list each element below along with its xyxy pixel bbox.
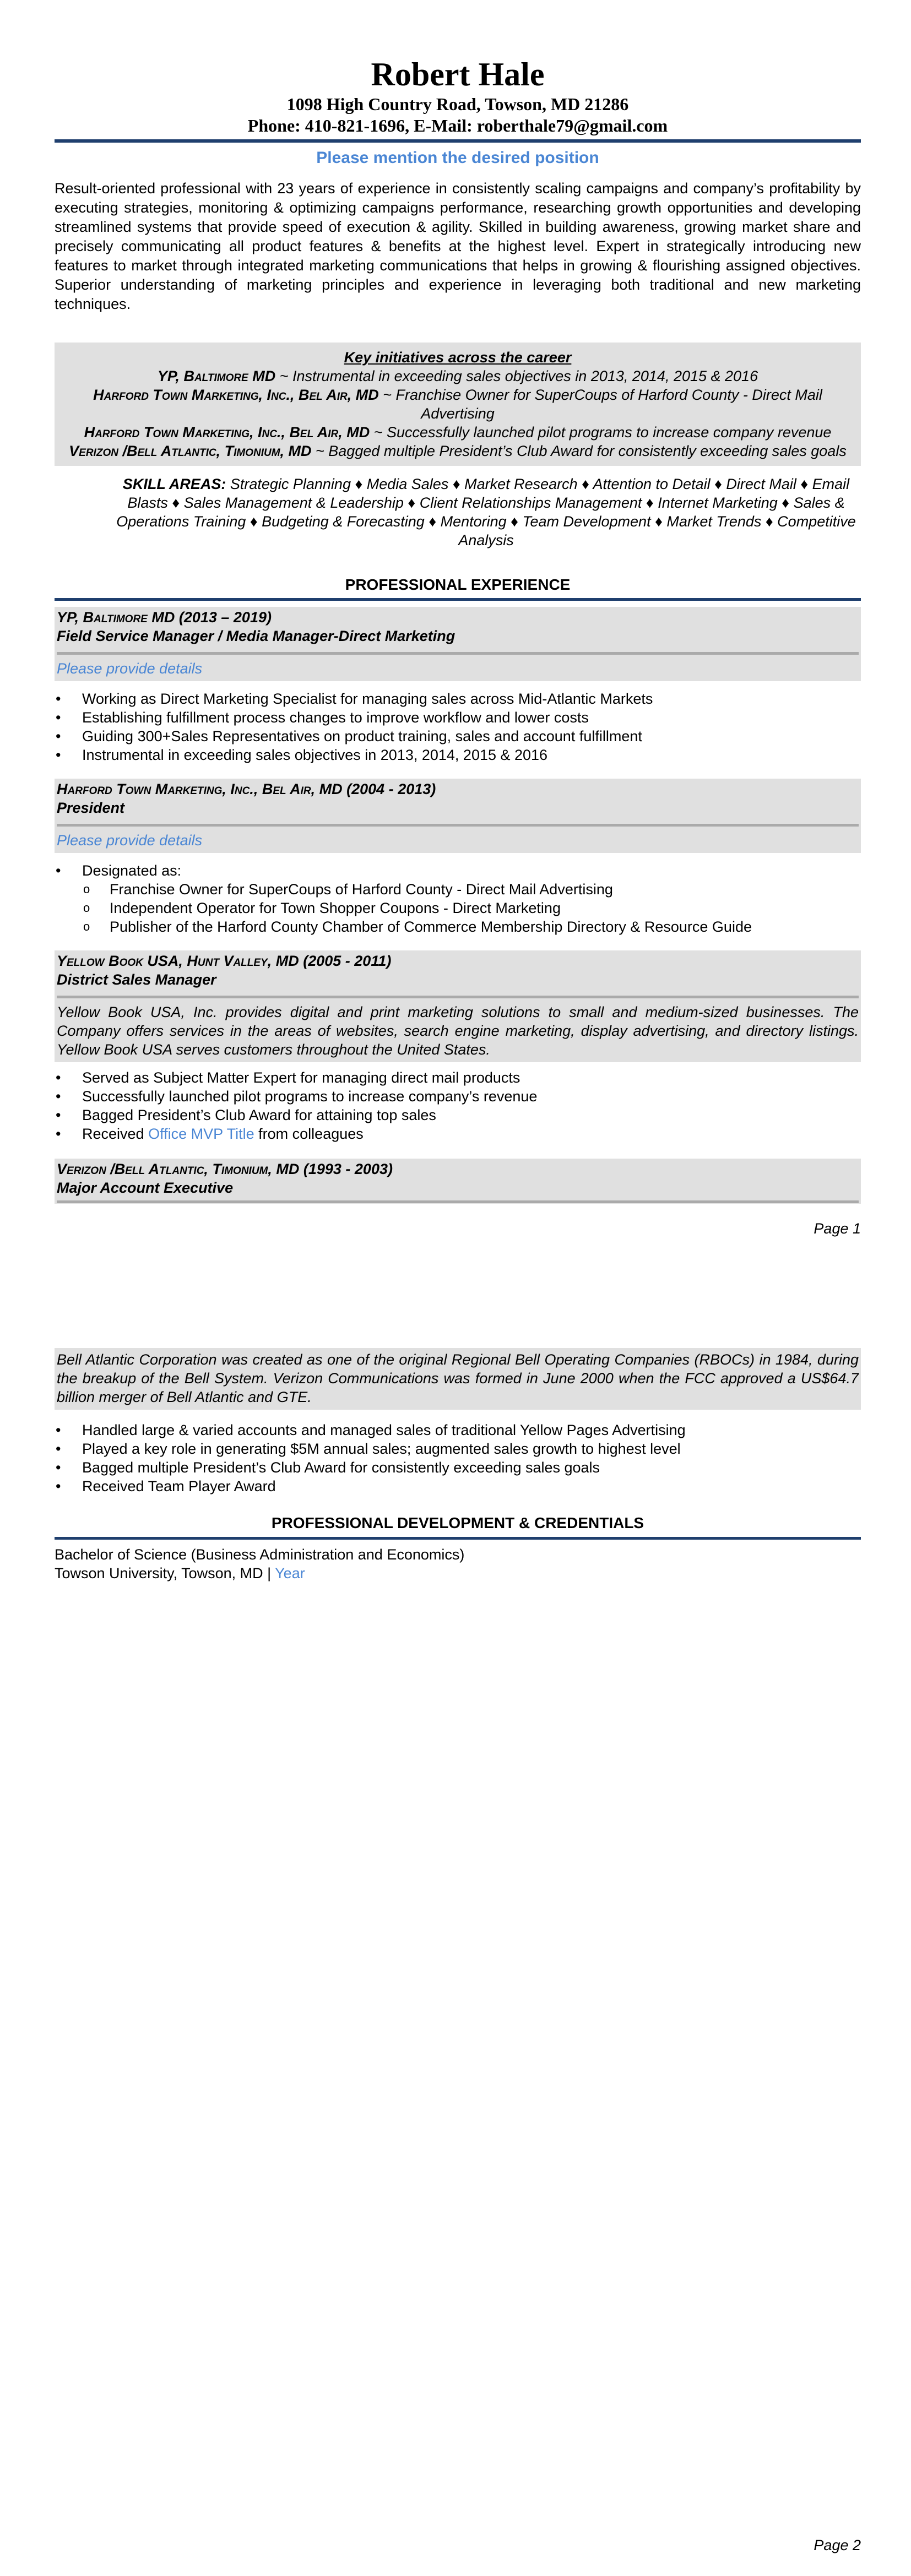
school: Towson University, Towson, MD | Year: [55, 1565, 305, 1582]
job-description: Yellow Book USA, Inc. provides digital and print marketing solutions to small and medium-sized businesses. The Company offers services in the areas of websites, search engine marketing, display advertising, and directory listings. Yellow Book USA serves customers throughout the United States.: [57, 1004, 859, 1058]
list-item: • Bagged President’s Club Award for attaining top sales: [55, 1106, 861, 1124]
year-placeholder[interactable]: Year: [275, 1565, 305, 1582]
initiative-item: Harford Town Marketing, Inc., Bel Air, MD ~ Franchise Owner for SuperCoups of Harford County - Direct Mail Advertising: [93, 387, 822, 422]
page-number: Page 2: [814, 2537, 861, 2553]
skill-areas: SKILL AREAS: Strategic Planning ♦ Media Sales ♦ Market Research ♦ Attention to Detail ♦ Direct Mail ♦ Email Blasts ♦ Sales Management & Leadership ♦ Client Relationships Management ♦ Internet Marketing ♦ Sales & Operations Training ♦ Budgeting & Forecasting ♦ Mentoring ♦ Team Development ♦ Market Trends ♦ Competitive Analysis: [116, 476, 856, 548]
list-item: • Guiding 300+Sales Representatives on product training, sales and account fulfillment: [55, 727, 861, 746]
skill-areas-label: SKILL AREAS:: [122, 476, 226, 492]
list-item: • Successfully launched pilot programs to increase company’s revenue: [55, 1087, 861, 1106]
key-initiatives-title: Key initiatives across the career: [344, 349, 572, 366]
experience-heading: PROFESSIONAL EXPERIENCE: [345, 576, 571, 593]
job-description[interactable]: Please provide details: [57, 832, 203, 849]
job-header: YP, Baltimore MD (2013 – 2019) Field Service Manager / Media Manager-Direct Marketing Please provide details: [55, 607, 861, 681]
job-bullets: [55, 1421, 861, 1496]
sub-list-item: o Independent Operator for Town Shopper Coupons - Direct Marketing: [55, 899, 861, 917]
list-item: • Bagged multiple President’s Club Award for consistently exceeding sales goals: [55, 1458, 861, 1477]
job-title: District Sales Manager: [57, 971, 216, 988]
experience-divider: [55, 598, 861, 601]
desired-position[interactable]: Please mention the desired position: [316, 149, 599, 167]
list-item: • Handled large & varied accounts and managed sales of traditional Yellow Pages Advertising: [55, 1421, 861, 1439]
sub-list-item: o Publisher of the Harford County Chamber of Commerce Membership Directory & Resource Guide: [55, 917, 861, 936]
contact-info: Phone: 410-821-1696, E-Mail: roberthale79@gmail.com: [247, 116, 668, 135]
job-description-box: [55, 1348, 861, 1410]
list-item: • Designated as:: [55, 861, 861, 880]
page-number: Page 1: [814, 1220, 861, 1237]
job-header: Harford Town Marketing, Inc., Bel Air, MD (2004 - 2013) President Please provide details: [55, 779, 861, 853]
job-description: Bell Atlantic Corporation was created as one of the original Regional Bell Operating Companies (RBOCs) in 1984, during the breakup of the Bell System. Verizon Communications was formed in June 2000 when the FCC approved a US$64.7 billion merger of Bell Atlantic and GTE.: [57, 1351, 859, 1405]
list-item: • Working as Direct Marketing Specialist for managing sales across Mid-Atlantic Markets: [55, 689, 861, 708]
job-title: Field Service Manager / Media Manager-Direct Marketing: [57, 628, 456, 644]
address: 1098 High Country Road, Towson, MD 21286: [286, 94, 629, 114]
education-divider: [55, 1537, 861, 1540]
initiative-item: YP, Baltimore MD ~ Instrumental in exceeding sales objectives in 2013, 2014, 2015 & 2016: [157, 368, 758, 384]
key-initiatives-box: [55, 343, 861, 466]
list-item: • Received Office MVP Title from colleagues: [55, 1124, 861, 1143]
job-bullets: [55, 1068, 861, 1143]
initiative-item: Harford Town Marketing, Inc., Bel Air, MD ~ Successfully launched pilot programs to increase company revenue: [84, 424, 832, 441]
list-item: • Received Team Player Award: [55, 1477, 861, 1496]
job-title: Major Account Executive: [57, 1180, 234, 1196]
list-item: • Instrumental in exceeding sales objectives in 2013, 2014, 2015 & 2016: [55, 746, 861, 764]
sub-list-item: o Franchise Owner for SuperCoups of Harford County - Direct Mail Advertising: [55, 880, 861, 899]
education-heading: PROFESSIONAL DEVELOPMENT & CREDENTIALS: [271, 1514, 644, 1531]
job-bullets: [55, 861, 861, 936]
degree: Bachelor of Science (Business Administration and Economics): [55, 1546, 465, 1563]
job-header: Verizon /Bell Atlantic, Timonium, MD (1993 - 2003) Major Account Executive: [55, 1159, 861, 1204]
job-title: President: [57, 800, 125, 816]
list-item: • Establishing fulfillment process changes to improve workflow and lower costs: [55, 708, 861, 727]
initiative-item: Verizon /Bell Atlantic, Timonium, MD ~ Bagged multiple President’s Club Award for consistently exceeding sales goals: [69, 443, 847, 459]
header-divider: [55, 139, 861, 143]
job-header: Yellow Book USA, Hunt Valley, MD (2005 - 2011) District Sales Manager Yellow Book USA, Inc. provides digital and print marketing solutions to small and medium-sized businesses. The Company offers services in the areas of websites, search engine marketing, display advertising, and directory listings. Yellow Book USA serves customers throughout the United States.: [55, 950, 861, 1062]
job-bullets: [55, 689, 861, 764]
job-description[interactable]: Please provide details: [57, 660, 203, 677]
list-item: • Played a key role in generating $5M annual sales; augmented sales growth to highest level: [55, 1439, 861, 1458]
candidate-name: Robert Hale: [371, 56, 545, 93]
summary: Result-oriented professional with 23 years of experience in consistently scaling campaigns and company’s profitability by executing strategies, monitoring & optimizing campaigns performance, researching growth opportunities and developing streamlined systems that provide speed of execution & agility. Skilled in building awareness, growing market share and precisely communicating all product features & benefits at the highest level. Expert in strategically introducing new features to market through integrated marketing communications that helps in growing & flourishing assigned objectives. Superior understanding of marketing principles and experience in leveraging both traditional and new marketing techniques.: [55, 180, 861, 312]
award-placeholder[interactable]: Office MVP Title: [148, 1126, 254, 1142]
list-item: • Served as Subject Matter Expert for managing direct mail products: [55, 1068, 861, 1087]
